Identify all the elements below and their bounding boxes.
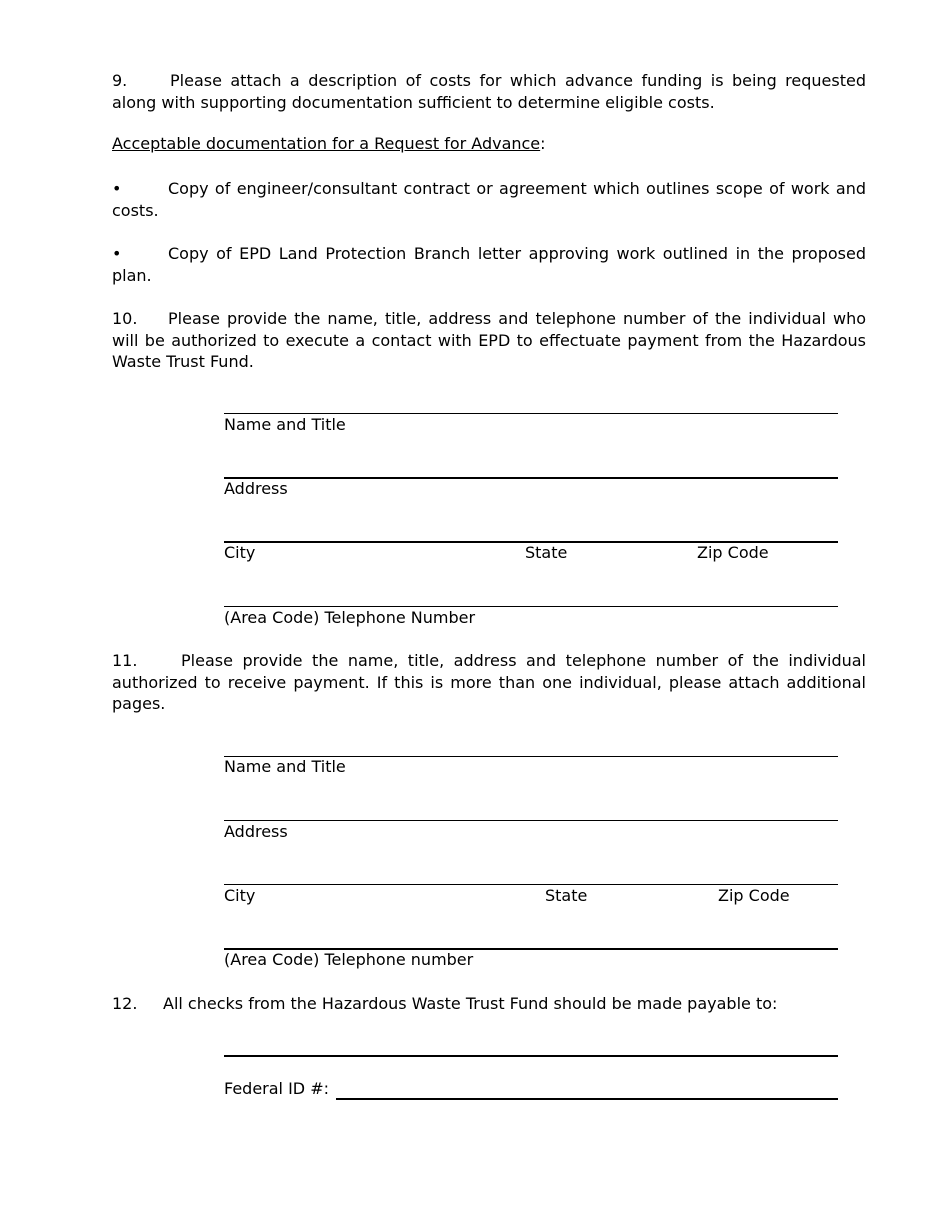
q11-zip-label: Zip Code xyxy=(718,886,790,905)
q11-address-label: Address xyxy=(224,822,288,841)
question-10-number: 10. xyxy=(112,309,138,328)
q10-city-label: City xyxy=(224,543,256,562)
bullet-icon: • xyxy=(112,179,122,198)
q10-phone-field[interactable] xyxy=(224,606,838,607)
payable-to-field[interactable] xyxy=(224,1055,838,1057)
q11-name-title-label: Name and Title xyxy=(224,757,346,776)
federal-id-field[interactable] xyxy=(336,1098,838,1100)
question-11 xyxy=(112,650,866,715)
federal-id-label: Federal ID #: xyxy=(224,1079,330,1098)
q10-phone-label: (Area Code) Telephone Number xyxy=(224,608,476,627)
q11-city-state-zip-field[interactable] xyxy=(224,884,838,885)
question-10-text: Please provide the name, title, address and telephone number of the individual who will be authorized to execute a contact with EPD to effectuate payment from the Hazardous Waste Trust Fund. xyxy=(112,309,866,371)
acceptable-documentation-colon: : xyxy=(540,134,546,153)
q10-state-label: State xyxy=(525,543,568,562)
q10-zip-label: Zip Code xyxy=(697,543,769,562)
question-12 xyxy=(112,993,866,1015)
question-9-number: 9. xyxy=(112,71,128,90)
bullet-text: Copy of EPD Land Protection Branch letter approving work outlined in the proposed plan. xyxy=(112,244,866,285)
acceptable-documentation-heading xyxy=(112,134,546,154)
q11-city-label: City xyxy=(224,886,256,905)
bullet-icon: • xyxy=(112,244,122,263)
q10-name-title-field[interactable] xyxy=(224,413,838,414)
q11-address-field[interactable] xyxy=(224,820,838,821)
question-9-text: Please attach a description of costs for which advance funding is being requested along with supporting documentation sufficient to determine eligible costs. xyxy=(112,71,866,112)
q10-address-label: Address xyxy=(224,479,288,498)
bullet-item xyxy=(112,243,866,286)
question-11-text: Please provide the name, title, address and telephone number of the individual authorized to receive payment. If this is more than one individual, please attach additional pages. xyxy=(112,651,866,713)
q11-state-label: State xyxy=(545,886,588,905)
question-11-number: 11. xyxy=(112,651,138,670)
question-12-text: All checks from the Hazardous Waste Trust Fund should be made payable to: xyxy=(163,994,778,1013)
bullet-text: Copy of engineer/consultant contract or agreement which outlines scope of work and costs. xyxy=(112,179,866,220)
question-12-number: 12. xyxy=(112,994,138,1013)
bullet-item xyxy=(112,178,866,221)
question-9 xyxy=(112,70,866,113)
acceptable-documentation-title: Acceptable documentation for a Request for Advance xyxy=(112,134,541,153)
question-10 xyxy=(112,308,866,373)
q10-address-field[interactable] xyxy=(224,477,838,479)
q10-name-title-label: Name and Title xyxy=(224,415,346,434)
q11-phone-label: (Area Code) Telephone number xyxy=(224,950,474,969)
